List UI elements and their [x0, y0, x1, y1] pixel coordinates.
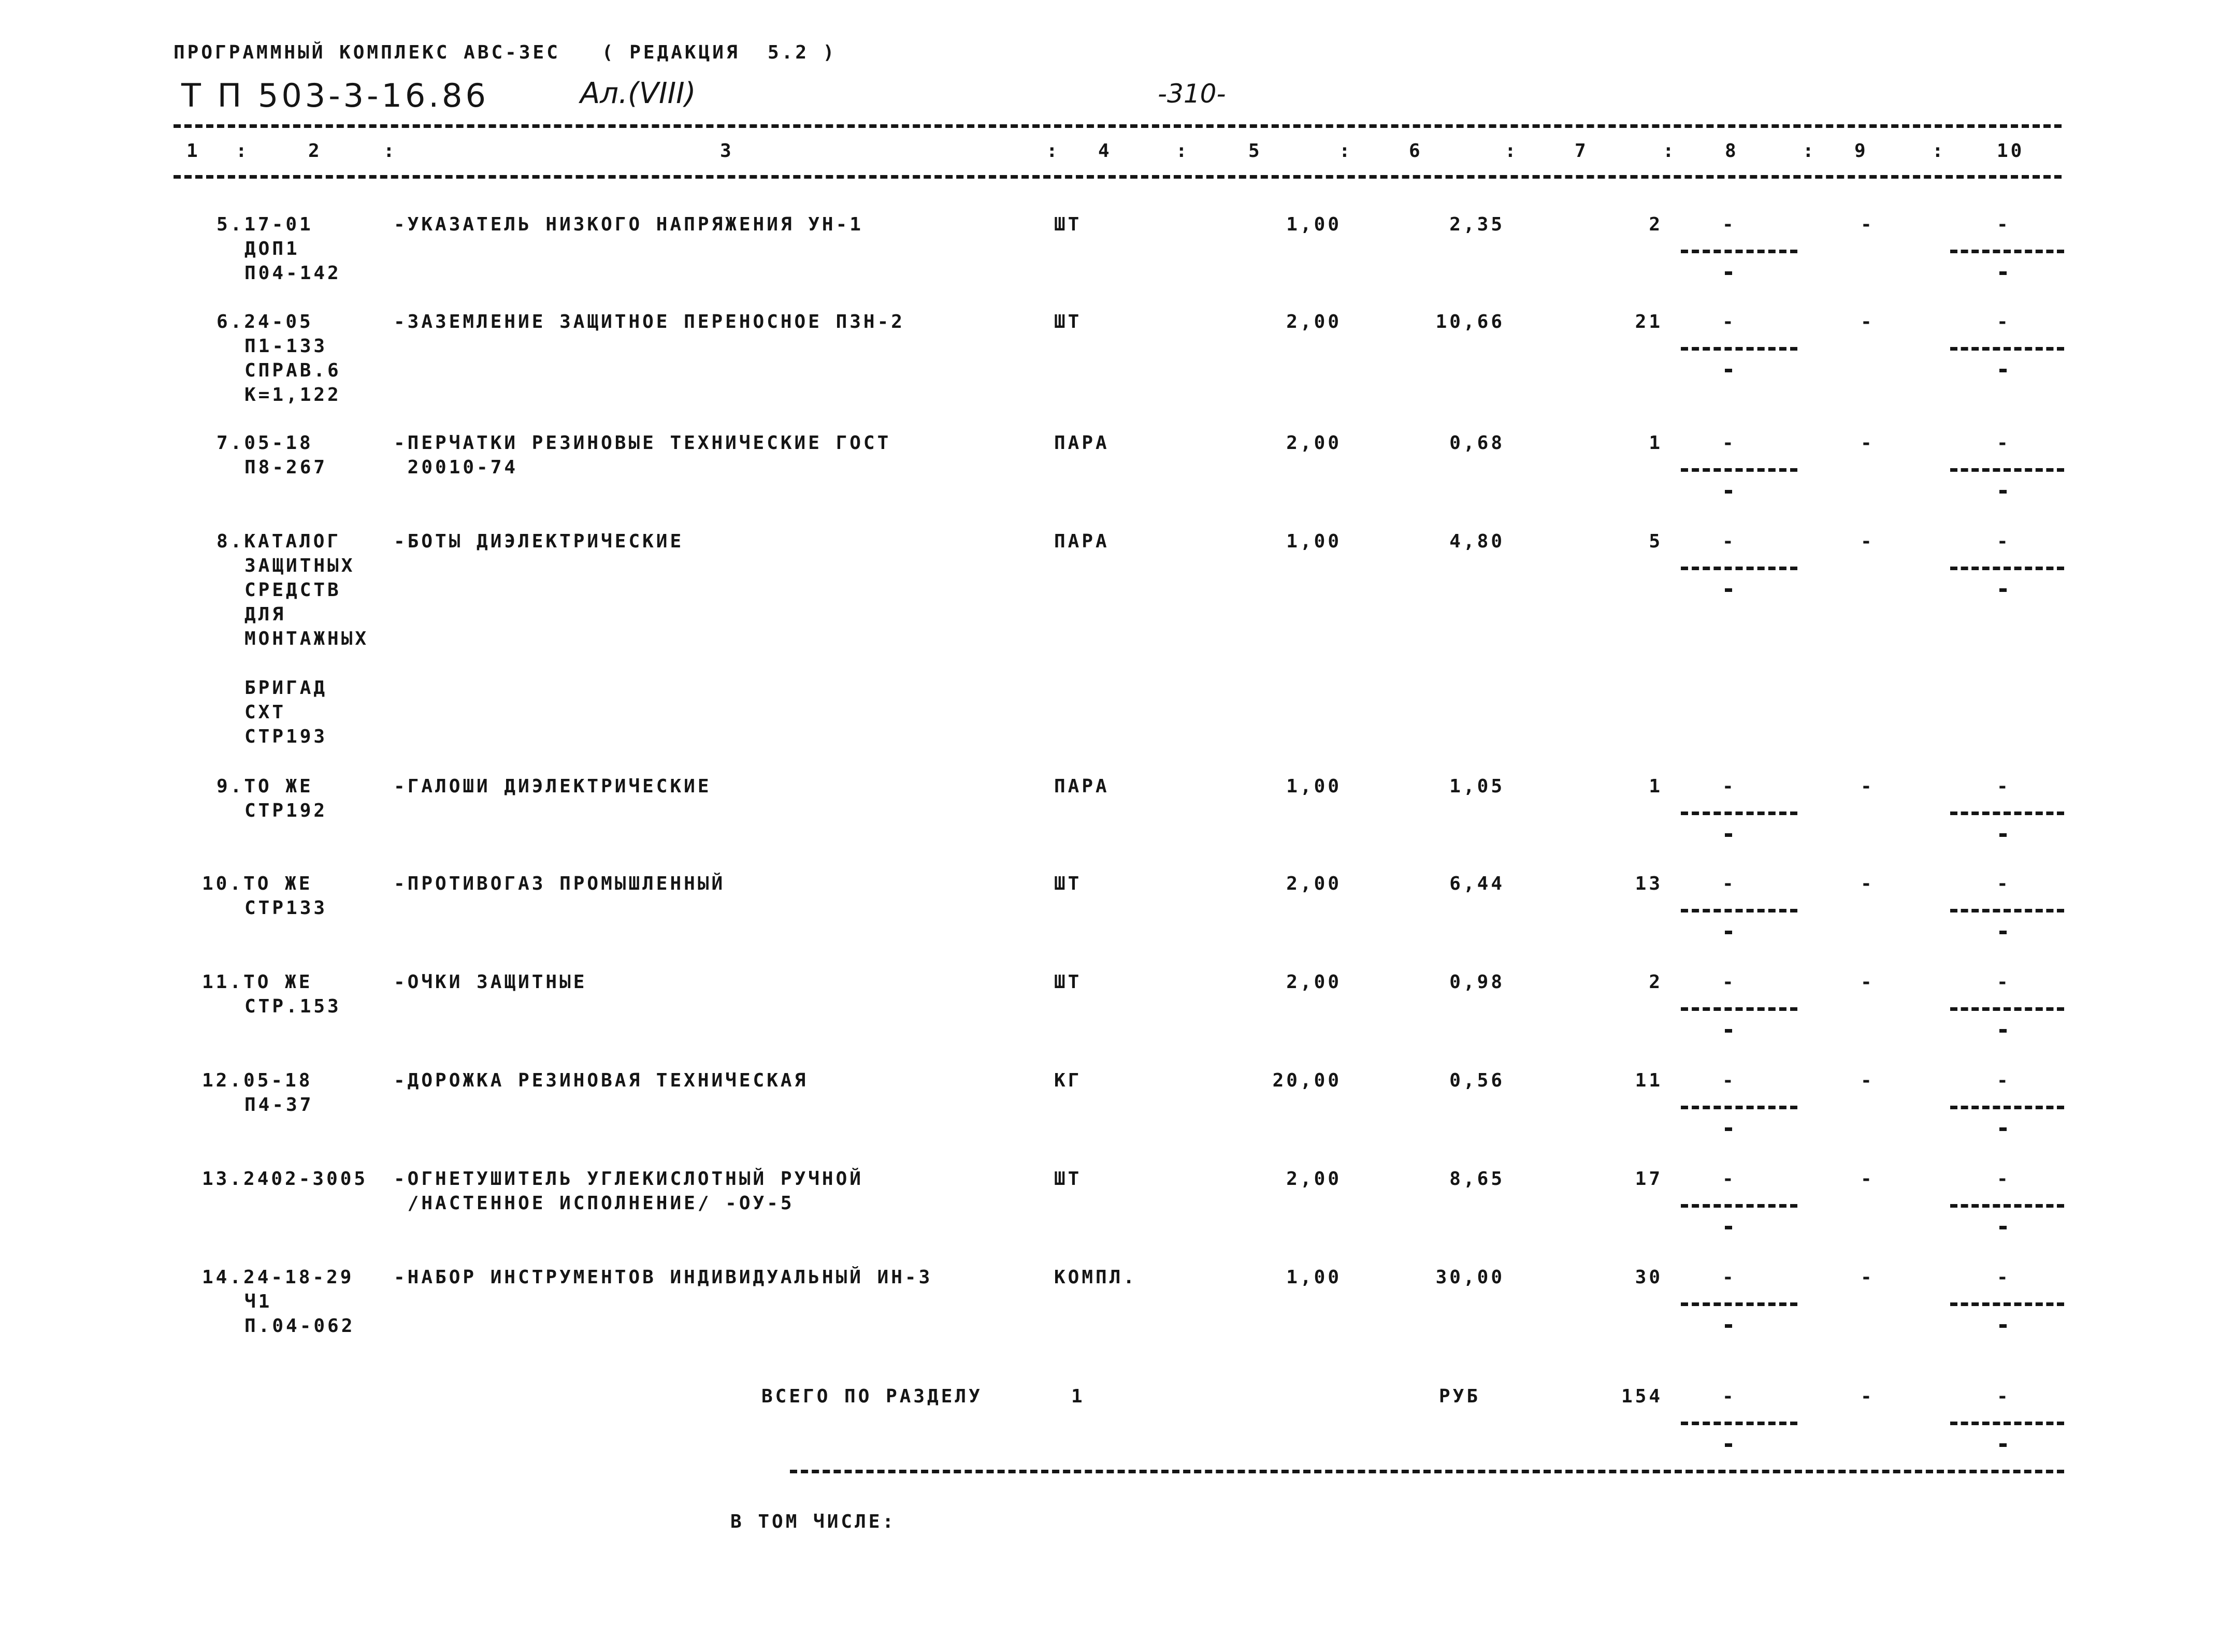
col-10-header: 10 — [1997, 140, 2025, 162]
row-total: 13 — [1635, 873, 1663, 894]
row-col10: - — [1997, 1070, 2011, 1091]
row-name: -БОТЫ ДИЭЛЕКТРИЧЕСКИЕ — [394, 531, 684, 552]
row-col8: - — [1722, 1267, 1736, 1288]
row-price: 1,05 — [1449, 776, 1505, 797]
cell-divider — [1681, 468, 1797, 472]
row-code: П.04-062 — [244, 1315, 355, 1337]
row-price: 8,65 — [1449, 1168, 1505, 1190]
row-col8: - — [1722, 214, 1736, 235]
row-col9: - — [1861, 432, 1875, 454]
col-6-header: 6 — [1409, 140, 1423, 162]
row-price: 0,56 — [1449, 1070, 1505, 1091]
summary-col9: - — [1861, 1386, 1875, 1407]
row-col10: - — [1997, 311, 2011, 332]
row-code: 10.ТО ЖЕ — [202, 873, 313, 894]
col-separator: : — [236, 140, 250, 162]
cell-dot — [1999, 588, 2007, 592]
cell-divider — [1950, 1422, 2064, 1425]
col-separator: : — [1505, 140, 1519, 162]
row-col9: - — [1861, 972, 1875, 993]
row-price: 0,68 — [1449, 432, 1505, 454]
row-code: 12.05-18 — [202, 1070, 313, 1091]
row-col8: - — [1722, 1070, 1736, 1091]
row-code: СПРАВ.6 — [244, 360, 341, 381]
row-price: 10,66 — [1435, 311, 1505, 332]
row-col10: - — [1997, 873, 2011, 894]
row-code: СРЕДСТВ — [244, 579, 341, 601]
summary-col10: - — [1997, 1386, 2011, 1407]
row-unit: ШТ — [1054, 1168, 1082, 1190]
document-code: Т П 503-3-16.86 — [181, 77, 489, 114]
cell-dot — [1725, 833, 1732, 837]
row-unit: ПАРА — [1054, 432, 1110, 454]
row-code: 6.24-05 — [217, 311, 313, 332]
page-number: -310- — [1158, 79, 1226, 109]
col-9-header: 9 — [1854, 140, 1868, 162]
row-col8: - — [1722, 531, 1736, 552]
row-unit: ШТ — [1054, 214, 1082, 235]
row-col8: - — [1722, 972, 1736, 993]
cell-divider — [1681, 1106, 1797, 1109]
col-3-header: 3 — [720, 140, 734, 162]
row-code: П1-133 — [244, 336, 328, 357]
cell-divider — [1950, 347, 2064, 351]
cell-dot — [1725, 1029, 1732, 1033]
row-code: 9.ТО ЖЕ — [217, 776, 313, 797]
cell-dot — [1725, 1324, 1732, 1328]
row-quantity: 2,00 — [1286, 311, 1342, 332]
col-separator: : — [1663, 140, 1677, 162]
col-separator: : — [1803, 140, 1817, 162]
row-unit: ПАРА — [1054, 531, 1110, 552]
section-total-value: 154 — [1621, 1386, 1663, 1407]
row-price: 30,00 — [1435, 1267, 1505, 1288]
cell-dot — [1725, 1443, 1732, 1447]
cell-dot — [1999, 1127, 2007, 1131]
row-col9: - — [1861, 311, 1875, 332]
row-name: -ЗАЗЕМЛЕНИЕ ЗАЩИТНОЕ ПЕРЕНОСНОЕ ПЗН-2 — [394, 311, 905, 332]
cell-divider — [1681, 1204, 1797, 1208]
cell-divider — [1681, 909, 1797, 912]
row-code: 5.17-01 — [217, 214, 313, 235]
row-col9: - — [1861, 531, 1875, 552]
row-unit: КОМПЛ. — [1054, 1267, 1137, 1288]
row-quantity: 2,00 — [1286, 1168, 1342, 1190]
including-label: В ТОМ ЧИСЛЕ: — [730, 1511, 897, 1532]
row-name: -ОЧКИ ЗАЩИТНЫЕ — [394, 972, 587, 993]
row-name: -ОГНЕТУШИТЕЛЬ УГЛЕКИСЛОТНЫЙ РУЧНОЙ — [394, 1168, 863, 1190]
row-quantity: 2,00 — [1286, 873, 1342, 894]
row-code: СТР192 — [244, 800, 328, 821]
cell-divider — [1681, 1007, 1797, 1011]
row-code: СТР193 — [244, 726, 328, 747]
cell-dot — [1725, 1127, 1732, 1131]
row-code: П4-37 — [244, 1094, 314, 1115]
row-col8: - — [1722, 432, 1736, 454]
col-2-header: 2 — [308, 140, 322, 162]
cell-dot — [1725, 369, 1732, 372]
row-code: 7.05-18 — [217, 432, 313, 454]
cell-divider — [1681, 811, 1797, 815]
summary-rule — [790, 1470, 2064, 1473]
row-code: 14.24-18-29 — [202, 1267, 354, 1288]
col-4-header: 4 — [1098, 140, 1112, 162]
col-1-header: 1 — [186, 140, 200, 162]
row-total: 1 — [1649, 776, 1663, 797]
row-col9: - — [1861, 1168, 1875, 1190]
row-col8: - — [1722, 1168, 1736, 1190]
row-total: 2 — [1649, 972, 1663, 993]
row-col10: - — [1997, 1168, 2011, 1190]
row-unit: ПАРА — [1054, 776, 1110, 797]
row-col9: - — [1861, 873, 1875, 894]
cell-dot — [1725, 931, 1732, 934]
cell-dot — [1999, 833, 2007, 837]
row-code: ДЛЯ — [244, 604, 286, 625]
row-code: 8.КАТАЛОГ — [217, 531, 341, 552]
row-total: 17 — [1635, 1168, 1663, 1190]
row-quantity: 20,00 — [1272, 1070, 1342, 1091]
col-separator: : — [1176, 140, 1190, 162]
row-total: 21 — [1635, 311, 1663, 332]
row-quantity: 1,00 — [1286, 214, 1342, 235]
row-unit: ШТ — [1054, 873, 1082, 894]
row-price: 6,44 — [1449, 873, 1505, 894]
cell-dot — [1999, 1029, 2007, 1033]
cell-dot — [1999, 931, 2007, 934]
cell-divider — [1950, 1204, 2064, 1208]
cell-divider — [1681, 1302, 1797, 1306]
row-code: ЗАЩИТНЫХ — [244, 555, 355, 576]
cell-dot — [1725, 588, 1732, 592]
header-top-rule — [174, 124, 2062, 128]
cell-dot — [1999, 271, 2007, 275]
row-code: БРИГАД — [244, 677, 328, 699]
row-code: СТР133 — [244, 897, 328, 919]
row-code: ДОП1 — [244, 238, 300, 259]
col-separator: : — [1339, 140, 1353, 162]
program-line: ПРОГРАММНЫЙ КОМПЛЕКС АВС-ЗЕС ( РЕДАКЦИЯ 5.2 ) — [174, 42, 837, 63]
row-name: -ПЕРЧАТКИ РЕЗИНОВЫЕ ТЕХНИЧЕСКИЕ ГОСТ — [394, 432, 891, 454]
cell-divider — [1681, 1422, 1797, 1425]
row-quantity: 1,00 — [1286, 1267, 1342, 1288]
cell-divider — [1950, 250, 2064, 253]
cell-divider — [1950, 811, 2064, 815]
row-name-cont: 20010-74 — [394, 457, 518, 478]
row-total: 11 — [1635, 1070, 1663, 1091]
row-name: -УКАЗАТЕЛЬ НИЗКОГО НАПРЯЖЕНИЯ УН-1 — [394, 214, 863, 235]
col-separator: : — [1932, 140, 1946, 162]
cell-divider — [1950, 567, 2064, 570]
cell-dot — [1999, 1226, 2007, 1229]
row-name: -НАБОР ИНСТРУМЕНТОВ ИНДИВИДУАЛЬНЫЙ ИН-3 — [394, 1267, 933, 1288]
row-col10: - — [1997, 776, 2011, 797]
row-col8: - — [1722, 311, 1736, 332]
cell-dot — [1999, 490, 2007, 494]
row-unit: ШТ — [1054, 972, 1082, 993]
row-unit: ШТ — [1054, 311, 1082, 332]
row-quantity: 2,00 — [1286, 972, 1342, 993]
col-separator: : — [383, 140, 397, 162]
cell-dot — [1999, 1324, 2007, 1328]
row-col9: - — [1861, 1267, 1875, 1288]
cell-dot — [1999, 1443, 2007, 1447]
cell-divider — [1681, 347, 1797, 351]
album-number: Ал.(VIII) — [580, 77, 696, 110]
cell-divider — [1950, 468, 2064, 472]
cell-dot — [1999, 369, 2007, 372]
section-number: 1 — [1071, 1386, 1085, 1407]
cell-dot — [1725, 271, 1732, 275]
row-total: 1 — [1649, 432, 1663, 454]
section-total-label: ВСЕГО ПО РАЗДЕЛУ — [761, 1386, 983, 1407]
row-col9: - — [1861, 214, 1875, 235]
row-quantity: 1,00 — [1286, 531, 1342, 552]
row-name-cont: /НАСТЕННОЕ ИСПОЛНЕНИЕ/ -ОУ-5 — [394, 1193, 795, 1214]
row-name: -ГАЛОШИ ДИЭЛЕКТРИЧЕСКИЕ — [394, 776, 712, 797]
row-col9: - — [1861, 776, 1875, 797]
row-unit: КГ — [1054, 1070, 1082, 1091]
col-8-header: 8 — [1725, 140, 1739, 162]
row-col9: - — [1861, 1070, 1875, 1091]
row-code: 11.ТО ЖЕ — [202, 972, 313, 993]
cell-divider — [1950, 1007, 2064, 1011]
cell-divider — [1950, 1302, 2064, 1306]
row-col10: - — [1997, 214, 2011, 235]
row-col8: - — [1722, 776, 1736, 797]
cell-divider — [1950, 909, 2064, 912]
row-total: 5 — [1649, 531, 1663, 552]
col-separator: : — [1046, 140, 1060, 162]
cell-dot — [1725, 1226, 1732, 1229]
row-code: 13.2402-3005 — [202, 1168, 368, 1190]
row-code: Ч1 — [244, 1291, 272, 1312]
row-code: К=1,122 — [244, 384, 341, 405]
currency-label: РУБ — [1439, 1386, 1481, 1407]
row-quantity: 2,00 — [1286, 432, 1342, 454]
row-price: 4,80 — [1449, 531, 1505, 552]
row-price: 2,35 — [1449, 214, 1505, 235]
row-code: СТР.153 — [244, 996, 341, 1017]
row-code: СХТ — [244, 702, 286, 723]
row-name: -ДОРОЖКА РЕЗИНОВАЯ ТЕХНИЧЕСКАЯ — [394, 1070, 809, 1091]
header-bottom-rule — [174, 175, 2062, 179]
row-col8: - — [1722, 873, 1736, 894]
row-col10: - — [1997, 432, 2011, 454]
row-code: П04-142 — [244, 263, 341, 284]
col-5-header: 5 — [1248, 140, 1262, 162]
row-name: -ПРОТИВОГАЗ ПРОМЫШЛЕННЫЙ — [394, 873, 726, 894]
row-total: 2 — [1649, 214, 1663, 235]
cell-divider — [1950, 1106, 2064, 1109]
row-col10: - — [1997, 1267, 2011, 1288]
row-quantity: 1,00 — [1286, 776, 1342, 797]
row-col10: - — [1997, 972, 2011, 993]
summary-col8: - — [1722, 1386, 1736, 1407]
col-7-header: 7 — [1575, 140, 1589, 162]
row-total: 30 — [1635, 1267, 1663, 1288]
row-col10: - — [1997, 531, 2011, 552]
row-code: П8-267 — [244, 457, 328, 478]
cell-divider — [1681, 250, 1797, 253]
cell-divider — [1681, 567, 1797, 570]
cell-dot — [1725, 490, 1732, 494]
row-code: МОНТАЖНЫХ — [244, 628, 369, 649]
row-price: 0,98 — [1449, 972, 1505, 993]
